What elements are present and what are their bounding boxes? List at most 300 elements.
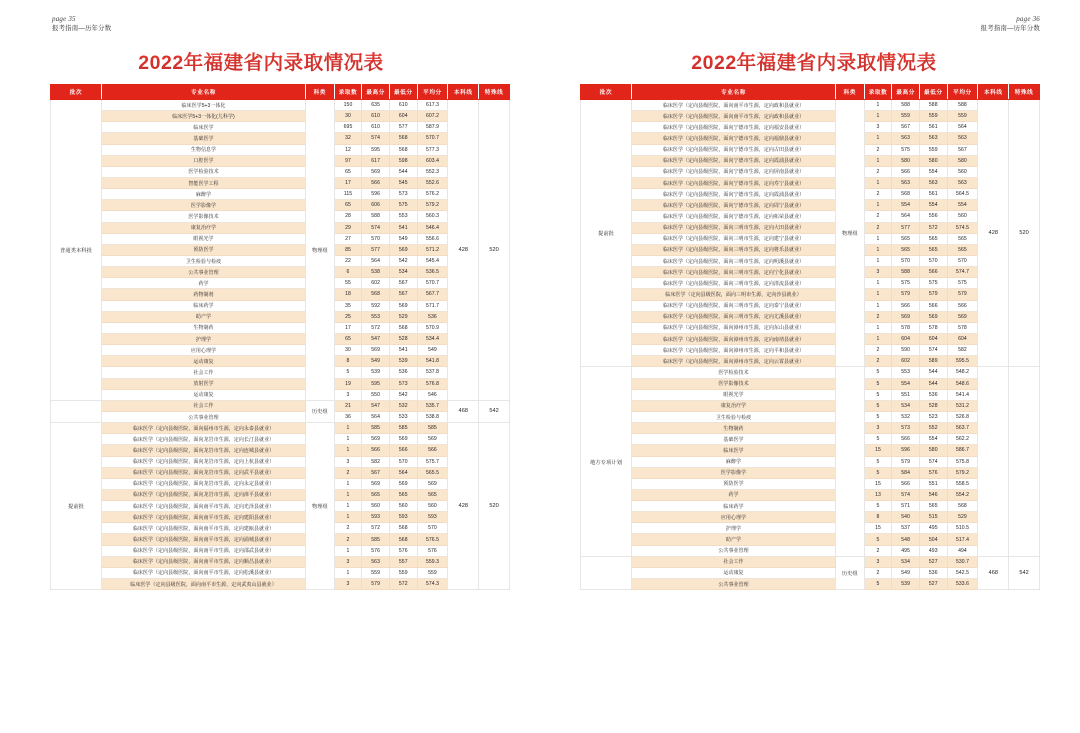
column-header-0: 批次 (51, 85, 102, 100)
max-cell: 580 (892, 155, 920, 166)
avg-cell: 578 (947, 322, 978, 333)
min-cell: 559 (389, 567, 417, 578)
major-name-cell: 临床医学5+3一体化(儿科学) (102, 111, 306, 122)
num-cell: 15 (864, 478, 892, 489)
table-row (581, 200, 1040, 211)
min-cell: 515 (919, 512, 947, 523)
avg-cell: 585 (417, 423, 448, 434)
max-cell: 547 (362, 400, 390, 411)
table-row (51, 333, 510, 344)
table-row (51, 244, 510, 255)
avg-cell: 531.2 (947, 400, 978, 411)
major-name-cell: 临床药学 (632, 501, 836, 512)
max-cell: 610 (362, 111, 390, 122)
avg-cell: 560 (417, 501, 448, 512)
major-name-cell: 社会工作 (102, 400, 306, 411)
max-cell: 595 (362, 378, 390, 389)
avg-cell: 579 (947, 289, 978, 300)
avg-cell: 566 (947, 300, 978, 311)
column-header-5: 最低分 (919, 85, 947, 100)
min-cell: 569 (389, 478, 417, 489)
major-name-cell: 临床医学（定向县级医院，面向宁德市生源，定向寿宁县就业） (632, 177, 836, 188)
min-cell: 580 (919, 445, 947, 456)
avg-cell: 529 (947, 512, 978, 523)
max-cell: 572 (362, 523, 390, 534)
min-cell: 580 (919, 155, 947, 166)
max-cell: 566 (892, 300, 920, 311)
right-page-header (981, 14, 1040, 33)
max-cell: 569 (362, 478, 390, 489)
min-cell: 579 (919, 289, 947, 300)
table-row (581, 255, 1040, 266)
max-cell: 595 (362, 144, 390, 155)
min-cell: 568 (389, 133, 417, 144)
min-cell: 569 (389, 434, 417, 445)
num-cell: 19 (334, 378, 362, 389)
min-cell: 565 (919, 244, 947, 255)
num-cell: 22 (334, 255, 362, 266)
major-name-cell: 临床医学（定向县级医院，面向南平市生源，定向政和县就业） (632, 111, 836, 122)
min-cell: 576 (919, 467, 947, 478)
num-cell: 3 (864, 267, 892, 278)
num-cell: 6 (334, 267, 362, 278)
max-cell: 569 (892, 311, 920, 322)
major-name-cell: 临床医学 (632, 445, 836, 456)
right-page-number: page 36 (1016, 15, 1040, 23)
major-name-cell: 临床医学（定向县级医院，面向宁德市生源，定向古田县就业） (632, 144, 836, 155)
table-row (51, 122, 510, 133)
table-row (581, 155, 1040, 166)
min-cell: 574 (919, 456, 947, 467)
avg-cell: 534.4 (417, 333, 448, 344)
table-row (51, 467, 510, 478)
max-cell: 538 (362, 267, 390, 278)
table-row (51, 545, 510, 556)
table-row (581, 489, 1040, 500)
min-cell: 568 (389, 144, 417, 155)
num-cell: 97 (334, 155, 362, 166)
batch-cell: 提前批 (51, 423, 102, 590)
major-name-cell: 临床医学（定向县级医院，面向漳州市生源，定向云霄县就业） (632, 356, 836, 367)
max-cell: 579 (892, 456, 920, 467)
avg-cell: 545.4 (417, 255, 448, 266)
table-row (51, 512, 510, 523)
num-cell: 2 (864, 356, 892, 367)
major-name-cell: 运动康复 (632, 567, 836, 578)
major-name-cell: 临床医学（定向县级医院，面向宁德市生源，定向霞浦县就业） (632, 189, 836, 200)
num-cell: 15 (864, 445, 892, 456)
table-row (51, 478, 510, 489)
min-cell: 569 (919, 311, 947, 322)
major-name-cell: 临床医学5+3一体化 (102, 100, 306, 111)
major-name-cell: 生物制药 (102, 322, 306, 333)
num-cell: 2 (864, 311, 892, 322)
column-header-6: 平均分 (947, 85, 978, 100)
num-cell: 1 (334, 501, 362, 512)
right-page-title: 2022年福建省内录取情况表 (540, 47, 1080, 75)
avg-cell: 570.7 (417, 133, 448, 144)
major-name-cell: 医学影像学 (632, 467, 836, 478)
num-cell: 1 (334, 434, 362, 445)
num-cell: 29 (334, 222, 362, 233)
table-row (51, 534, 510, 545)
left-admission-table (50, 84, 510, 590)
max-cell: 534 (892, 400, 920, 411)
avg-cell: 526.8 (947, 411, 978, 422)
num-cell: 32 (334, 133, 362, 144)
special-line-cell: 520 (479, 423, 510, 590)
subject-group-cell: 物理组 (836, 100, 865, 367)
major-name-cell: 临床医学（定向县级医院，面向三明市生源，定向大田县就业） (632, 222, 836, 233)
avg-cell: 570.9 (417, 322, 448, 333)
avg-cell: 566 (417, 445, 448, 456)
column-header-2: 科类 (306, 85, 335, 100)
avg-cell: 570 (417, 523, 448, 534)
min-cell: 527 (919, 579, 947, 590)
min-cell: 578 (919, 322, 947, 333)
major-name-cell: 临床医学（定向县级医院，面向三明市生源，定向建宁县就业） (632, 233, 836, 244)
max-cell: 553 (892, 367, 920, 378)
num-cell: 5 (864, 456, 892, 467)
num-cell: 1 (864, 233, 892, 244)
avg-cell: 563.7 (947, 423, 978, 434)
max-cell: 596 (362, 189, 390, 200)
table-row (51, 456, 510, 467)
major-name-cell: 麻醉学 (632, 456, 836, 467)
num-cell: 65 (334, 166, 362, 177)
num-cell: 5 (334, 367, 362, 378)
min-cell: 568 (389, 523, 417, 534)
column-header-3: 录取数 (334, 85, 362, 100)
max-cell: 539 (892, 579, 920, 590)
max-cell: 577 (362, 244, 390, 255)
num-cell: 8 (334, 356, 362, 367)
min-cell: 532 (389, 400, 417, 411)
table-row (581, 411, 1040, 422)
table-row (51, 267, 510, 278)
major-name-cell: 医学检验技术 (102, 166, 306, 177)
right-admission-table (580, 84, 1040, 590)
undergrad-line-cell: 468 (448, 400, 479, 422)
major-name-cell: 生物信息学 (102, 144, 306, 155)
max-cell: 569 (362, 434, 390, 445)
max-cell: 588 (892, 100, 920, 111)
major-name-cell: 临床医学（定向县级医院，面向三明市生源，定向泰宁县就业） (632, 300, 836, 311)
left-table-wrap (50, 84, 510, 590)
num-cell: 5 (864, 501, 892, 512)
avg-cell: 586.7 (947, 445, 978, 456)
table-row (581, 545, 1040, 556)
avg-cell: 576 (417, 545, 448, 556)
avg-cell: 549 (417, 345, 448, 356)
min-cell: 589 (919, 356, 947, 367)
num-cell: 1 (334, 423, 362, 434)
max-cell: 568 (892, 189, 920, 200)
max-cell: 495 (892, 545, 920, 556)
avg-cell: 579.2 (947, 467, 978, 478)
column-header-3: 录取数 (864, 85, 892, 100)
table-row (581, 144, 1040, 155)
major-name-cell: 临床医学（定向县级医院，面向三明市生源，定向将乐县就业） (632, 244, 836, 255)
max-cell: 602 (362, 278, 390, 289)
avg-cell: 565 (417, 489, 448, 500)
min-cell: 575 (389, 200, 417, 211)
table-row (581, 434, 1040, 445)
table-row (581, 512, 1040, 523)
table-row (51, 489, 510, 500)
avg-cell: 554 (947, 200, 978, 211)
max-cell: 582 (362, 456, 390, 467)
major-name-cell: 临床医学（定向县级医院，面向龙岩市生源，定向长汀县就业） (102, 434, 306, 445)
major-name-cell: 临床医学 (102, 122, 306, 133)
min-cell: 541 (389, 345, 417, 356)
major-name-cell: 临床医学（定向县级医院，面向龙岩市生源，定向永定县就业） (102, 478, 306, 489)
num-cell: 2 (864, 345, 892, 356)
table-row (581, 445, 1040, 456)
table-header-row (51, 85, 510, 100)
min-cell: 553 (389, 211, 417, 222)
num-cell: 2 (334, 467, 362, 478)
major-name-cell: 眼视光学 (632, 389, 836, 400)
undergrad-line-cell: 428 (448, 100, 479, 401)
avg-cell: 554.2 (947, 489, 978, 500)
min-cell: 598 (389, 155, 417, 166)
special-line-cell: 520 (1009, 100, 1040, 367)
max-cell: 537 (892, 523, 920, 534)
max-cell: 565 (892, 233, 920, 244)
avg-cell: 559 (947, 111, 978, 122)
num-cell: 2 (864, 222, 892, 233)
avg-cell: 617.3 (417, 100, 448, 111)
num-cell: 1 (864, 155, 892, 166)
avg-cell: 541.4 (947, 389, 978, 400)
min-cell: 577 (389, 122, 417, 133)
avg-cell: 542.5 (947, 567, 978, 578)
min-cell: 566 (919, 300, 947, 311)
avg-cell: 582 (947, 345, 978, 356)
major-name-cell: 护理学 (632, 523, 836, 534)
min-cell: 561 (919, 189, 947, 200)
max-cell: 575 (892, 278, 920, 289)
table-row (581, 177, 1040, 188)
num-cell: 15 (864, 523, 892, 534)
major-name-cell: 临床医学（定向县级医院，面向南平市生源，定向武夷山县就业） (102, 579, 306, 590)
major-name-cell: 临床医学（定向县级医院，面向三明市生源，定向宁化县就业） (632, 267, 836, 278)
min-cell: 610 (389, 100, 417, 111)
max-cell: 549 (892, 567, 920, 578)
min-cell: 493 (919, 545, 947, 556)
min-cell: 542 (389, 389, 417, 400)
major-name-cell: 卫生检验与检疫 (102, 255, 306, 266)
min-cell: 528 (389, 333, 417, 344)
major-name-cell: 临床医学（定向县级医院，面向漳州市生源，定向南靖县就业） (632, 333, 836, 344)
avg-cell: 575.7 (417, 456, 448, 467)
num-cell: 2 (864, 189, 892, 200)
min-cell: 554 (919, 200, 947, 211)
num-cell: 1 (864, 300, 892, 311)
left-running-head: 报考指南—历年分数 (52, 25, 112, 33)
min-cell: 563 (919, 133, 947, 144)
major-name-cell: 临床医学（定向县级医院，面向宁德市生源，定向周宁县就业） (632, 200, 836, 211)
avg-cell: 593 (417, 512, 448, 523)
min-cell: 546 (919, 489, 947, 500)
num-cell: 1 (864, 111, 892, 122)
major-name-cell: 医学影像技术 (102, 211, 306, 222)
num-cell: 30 (334, 111, 362, 122)
max-cell: 579 (362, 579, 390, 590)
max-cell: 548 (892, 534, 920, 545)
min-cell: 545 (389, 177, 417, 188)
major-name-cell: 临床医学（定向县级医院，面向南平市生源，定向邵武县就业） (102, 545, 306, 556)
avg-cell: 536.5 (417, 267, 448, 278)
avg-cell: 562.2 (947, 434, 978, 445)
max-cell: 565 (362, 489, 390, 500)
undergrad-line-cell: 428 (978, 100, 1009, 367)
avg-cell: 567.7 (417, 289, 448, 300)
num-cell: 1 (334, 512, 362, 523)
max-cell: 567 (362, 467, 390, 478)
avg-cell: 587.9 (417, 122, 448, 133)
max-cell: 564 (362, 255, 390, 266)
major-name-cell: 临床医学（定向县级医院，面向宁德市生源，定向屏南县就业） (632, 166, 836, 177)
min-cell: 565 (919, 233, 947, 244)
major-name-cell: 临床医学（定向县级医院，面向南平市生源，定向顺昌县就业） (102, 556, 306, 567)
batch-cell: 提前批 (581, 100, 632, 367)
table-row (581, 579, 1040, 590)
subject-group-cell: 物理组 (306, 100, 335, 401)
table-header-row (581, 85, 1040, 100)
table-row (51, 211, 510, 222)
min-cell: 504 (919, 534, 947, 545)
table-row (581, 278, 1040, 289)
major-name-cell: 运动康复 (102, 389, 306, 400)
min-cell: 560 (389, 501, 417, 512)
num-cell: 5 (864, 411, 892, 422)
avg-cell: 576.8 (417, 378, 448, 389)
avg-cell: 494 (947, 545, 978, 556)
major-name-cell: 临床医学（定向县级医院，面向宁德市生源，定向福鼎县就业） (632, 133, 836, 144)
table-row (581, 523, 1040, 534)
avg-cell: 537.8 (417, 367, 448, 378)
right-page (540, 0, 1080, 733)
max-cell: 549 (362, 356, 390, 367)
major-name-cell: 社会工作 (102, 367, 306, 378)
min-cell: 569 (389, 244, 417, 255)
table-row (51, 222, 510, 233)
major-name-cell: 医学影像技术 (632, 378, 836, 389)
min-cell: 572 (389, 579, 417, 590)
min-cell: 566 (389, 445, 417, 456)
num-cell: 21 (334, 400, 362, 411)
table-row (51, 233, 510, 244)
max-cell: 604 (892, 333, 920, 344)
major-name-cell: 临床医学（定向县级医院，面向南平市生源，定向政和县就业） (632, 100, 836, 111)
max-cell: 566 (362, 445, 390, 456)
major-name-cell: 临床医学（定向县级医院，面向南平市生源，定向浦城县就业） (102, 534, 306, 545)
num-cell: 5 (864, 579, 892, 590)
min-cell: 533 (389, 411, 417, 422)
num-cell: 3 (334, 556, 362, 567)
num-cell: 2 (864, 211, 892, 222)
avg-cell: 563 (947, 177, 978, 188)
num-cell: 2 (864, 144, 892, 155)
batch-cell: 普通类本科批 (51, 100, 102, 401)
avg-cell: 552.3 (417, 166, 448, 177)
table-row (51, 100, 510, 111)
undergrad-line-cell: 468 (978, 556, 1009, 589)
num-cell: 1 (334, 445, 362, 456)
avg-cell: 580 (947, 155, 978, 166)
min-cell: 569 (389, 300, 417, 311)
table-row (581, 189, 1040, 200)
min-cell: 566 (919, 267, 947, 278)
table-row (581, 389, 1040, 400)
min-cell: 593 (389, 512, 417, 523)
num-cell: 1 (864, 200, 892, 211)
table-row (51, 200, 510, 211)
table-row (581, 289, 1040, 300)
num-cell: 28 (334, 211, 362, 222)
table-row (581, 423, 1040, 434)
num-cell: 17 (334, 177, 362, 188)
max-cell: 554 (892, 200, 920, 211)
major-name-cell: 预防医学 (102, 244, 306, 255)
num-cell: 5 (864, 367, 892, 378)
max-cell: 568 (362, 289, 390, 300)
min-cell: 559 (919, 144, 947, 155)
num-cell: 2 (864, 166, 892, 177)
special-line-cell: 542 (1009, 556, 1040, 589)
avg-cell: 560 (947, 166, 978, 177)
min-cell: 565 (389, 489, 417, 500)
avg-cell: 577.3 (417, 144, 448, 155)
num-cell: 3 (864, 556, 892, 567)
num-cell: 85 (334, 244, 362, 255)
num-cell: 3 (334, 579, 362, 590)
avg-cell: 564 (947, 122, 978, 133)
subject-group-cell: 物理组 (306, 423, 335, 590)
max-cell: 569 (362, 345, 390, 356)
avg-cell: 565 (947, 244, 978, 255)
table-row (581, 267, 1040, 278)
table-row (51, 300, 510, 311)
max-cell: 602 (892, 356, 920, 367)
avg-cell: 510.5 (947, 523, 978, 534)
table-row (581, 378, 1040, 389)
min-cell: 544 (919, 378, 947, 389)
table-row (51, 111, 510, 122)
min-cell: 527 (919, 556, 947, 567)
major-name-cell: 公共事业管理 (102, 411, 306, 422)
column-header-4: 最高分 (362, 85, 390, 100)
min-cell: 604 (389, 111, 417, 122)
max-cell: 579 (892, 289, 920, 300)
column-header-2: 科类 (836, 85, 865, 100)
max-cell: 550 (362, 389, 390, 400)
major-name-cell: 药学 (632, 489, 836, 500)
table-row (581, 567, 1040, 578)
major-name-cell: 药学 (102, 278, 306, 289)
avg-cell: 571.7 (417, 300, 448, 311)
min-cell: 556 (919, 211, 947, 222)
table-row (581, 333, 1040, 344)
table-row (51, 567, 510, 578)
major-name-cell: 临床医学（定向县级医院，面向南平市生源，定向光泽县就业） (102, 501, 306, 512)
num-cell: 3 (334, 389, 362, 400)
min-cell: 568 (389, 322, 417, 333)
column-header-7: 本科线 (448, 85, 479, 100)
num-cell: 5 (864, 534, 892, 545)
